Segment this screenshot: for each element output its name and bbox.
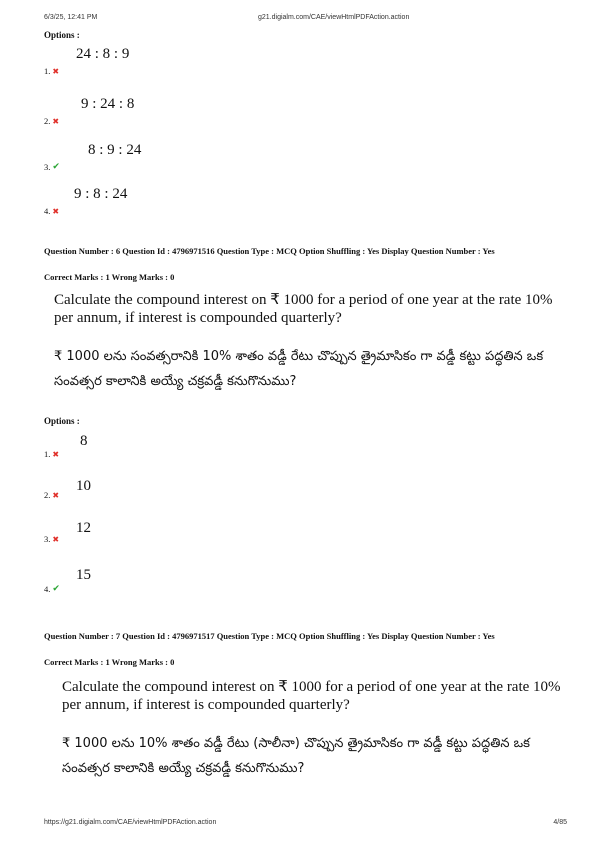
- cross-icon: ✖: [52, 66, 60, 76]
- option-row: [44, 46, 344, 76]
- option-value: 15: [76, 567, 91, 583]
- check-icon: ✔: [52, 162, 60, 172]
- footer-url[interactable]: https://g21.digialm.com/CAE/viewHtmlPDFAction.action: [44, 819, 217, 826]
- question-marks: Correct Marks : 1 Wrong Marks : 0: [44, 272, 175, 282]
- question-text-english: Calculate the compound interest on ₹ 1000 for a period of one year at the rate 10% per annum, if interest is compounded quarterly?: [62, 679, 561, 713]
- option-row: [44, 96, 344, 126]
- options-label: Options :: [44, 30, 80, 40]
- print-datetime: 6/3/25, 12:41 PM: [44, 14, 98, 21]
- page-number: 4/85: [553, 819, 567, 826]
- option-number: 4. ✔: [44, 584, 60, 594]
- cross-icon: ✖: [52, 449, 60, 459]
- option-number: 1. ✖: [44, 66, 60, 76]
- option-value: 10: [76, 478, 91, 494]
- option-number: 3. ✔: [44, 162, 60, 172]
- option-value: 24 : 8 : 9: [76, 46, 130, 62]
- option-row: [44, 520, 344, 544]
- option-number: 3. ✖: [44, 534, 60, 544]
- option-number: 2. ✖: [44, 490, 60, 500]
- cross-icon: ✖: [52, 116, 60, 126]
- option-row: [44, 142, 344, 172]
- question-text-telugu: ₹ 1000 లను సంవత్సరానికి 10% శాతం వడ్డీ రేటు చొప్పున త్రైమాసికం గా వడ్డీ కట్టు పద్ధతిన ఒక సంవత్సర కాలానికి అయ్యే చక్రవడ్డీ కనుగొనుము?: [54, 349, 544, 389]
- option-number: 2. ✖: [44, 116, 60, 126]
- options-label: Options :: [44, 416, 80, 426]
- option-number: 4. ✖: [44, 206, 60, 216]
- option-row: [44, 433, 344, 459]
- option-row: [44, 186, 344, 216]
- question-text-telugu: ₹ 1000 లను 10% శాతం వడ్డీ రేటు (సాలీనా) చొప్పున త్రైమాసికం గా వడ్డీ కట్టు పద్ధతిన ఒక సంవత్సర కాలానికి అయ్యే చక్రవడ్డీ కనుగొనుము?: [62, 736, 530, 776]
- print-url[interactable]: g21.digialm.com/CAE/viewHtmlPDFAction.action: [258, 14, 410, 21]
- question-meta: Question Number : 7 Question Id : 4796971517 Question Type : MCQ Option Shuffling : Yes Display Question Number : Yes: [44, 631, 495, 641]
- browser-footer: [0, 819, 595, 831]
- browser-header: [0, 14, 595, 26]
- option-value: 8: [80, 433, 88, 449]
- option-row: [44, 567, 344, 594]
- option-value: 9 : 24 : 8: [81, 96, 135, 112]
- check-icon: ✔: [52, 584, 60, 594]
- question-meta: Question Number : 6 Question Id : 4796971516 Question Type : MCQ Option Shuffling : Yes Display Question Number : Yes: [44, 246, 495, 256]
- cross-icon: ✖: [52, 490, 60, 500]
- question-text-english: Calculate the compound interest on ₹ 1000 for a period of one year at the rate 10% per annum, if interest is compounded quarterly?: [54, 292, 553, 326]
- option-number: 1. ✖: [44, 449, 60, 459]
- option-value: 12: [76, 520, 91, 536]
- cross-icon: ✖: [52, 206, 60, 216]
- option-value: 8 : 9 : 24: [88, 142, 142, 158]
- cross-icon: ✖: [52, 534, 60, 544]
- question-marks: Correct Marks : 1 Wrong Marks : 0: [44, 657, 175, 667]
- option-row: [44, 478, 344, 500]
- option-value: 9 : 8 : 24: [74, 186, 128, 202]
